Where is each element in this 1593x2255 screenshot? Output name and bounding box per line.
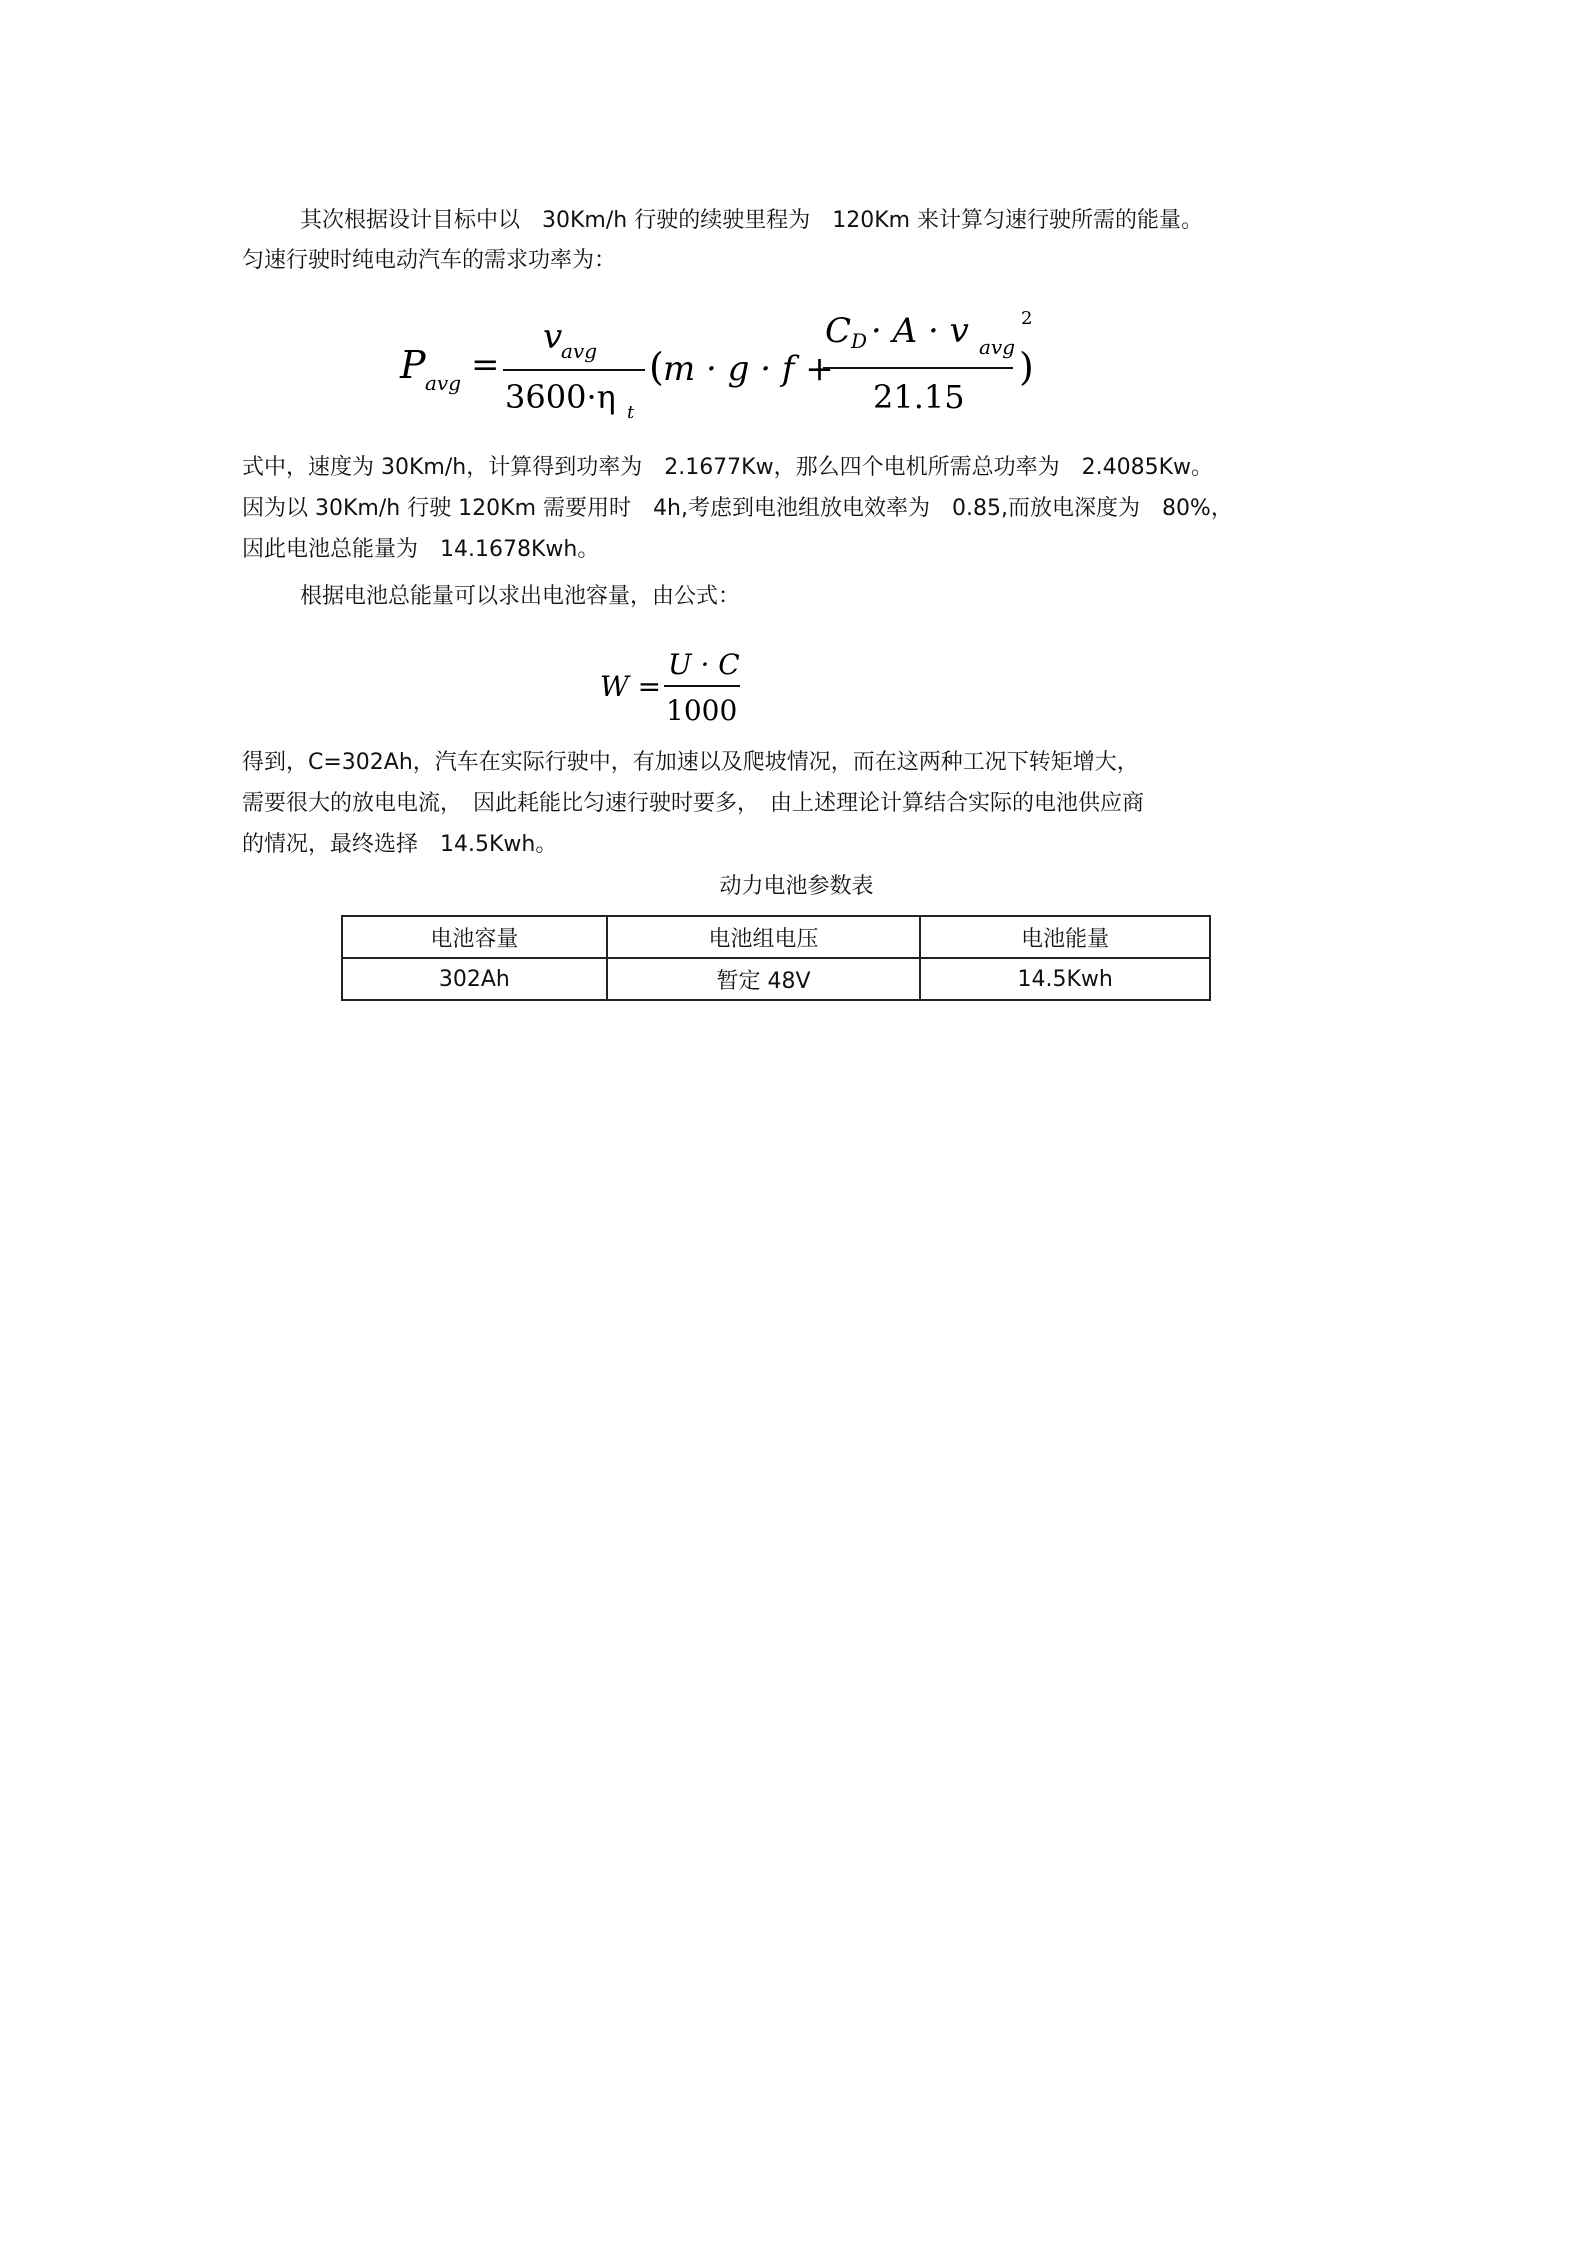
battery-parameter-table [341, 915, 1211, 1001]
formula-equals: = [471, 345, 500, 385]
cell-voltage: 暂定 48V [607, 958, 921, 1000]
power-formula [395, 300, 1055, 440]
header-voltage: 电池组电压 [607, 916, 921, 958]
header-energy: 电池能量 [920, 916, 1210, 958]
table-header-row [342, 916, 1210, 958]
paragraph-4-line-3: 的情况，最终选择 14.5Kwh。 [242, 832, 558, 857]
fraction2-numerator-v-subscript: avg [979, 335, 1016, 359]
paragraph-4-line-2: 需要很大的放电电流， 因此耗能比匀速行驶时要多， 由上述理论计算结合实际的电池供应商 [242, 791, 1145, 816]
table-caption: 动力电池参数表 [719, 874, 874, 899]
formula-lhs: P [400, 343, 426, 387]
paragraph-1-line-1: 其次根据设计目标中以 30Km/h 行驶的续驶里程为 120Km 来计算匀速行驶所需的能量。 [300, 208, 1204, 233]
paragraph-1-line-2: 匀速行驶时纯电动汽车的需求功率为： [242, 248, 617, 273]
fraction1-numerator-subscript: avg [561, 339, 598, 363]
capacity-formula [598, 640, 758, 730]
fraction2-numerator-superscript: 2 [1021, 308, 1033, 329]
paragraph-2-line-1: 式中，速度为 30Km/h，计算得到功率为 2.1677Kw，那么四个电机所需总功率为 2.4085Kw。 [242, 455, 1213, 480]
fraction2-numerator-c-subscript: D [851, 329, 868, 353]
header-capacity: 电池容量 [342, 916, 607, 958]
fraction2-denominator: 21.15 [873, 378, 965, 416]
paragraph-2-line-2: 因为以 30Km/h 行驶 120Km 需要用时 4h,考虑到电池组放电效率为 0.85,而放电深度为 80%， [242, 496, 1233, 521]
cell-capacity: 302Ah [342, 958, 607, 1000]
table-row [342, 958, 1210, 1000]
paragraph-2-line-3: 因此电池总能量为 14.1678Kwh。 [242, 537, 600, 562]
paren-open: ( [649, 345, 664, 389]
fraction2-numerator-c: C [825, 311, 852, 351]
paragraph-4-line-1: 得到，C=302Ah，汽车在实际行驶中，有加速以及爬坡情况，而在这两种工况下转矩增大， [242, 750, 1139, 775]
fraction1-denominator: 3600·η [505, 378, 616, 416]
fraction1-numerator: v [543, 317, 563, 357]
paren-close: ) [1019, 345, 1034, 389]
fraction2-numerator-rest: · A · v [871, 311, 969, 351]
formula2-denominator: 1000 [666, 694, 738, 727]
capacity-formula-svg [598, 640, 758, 730]
power-formula-svg [395, 300, 1055, 440]
paragraph-3-line-1: 根据电池总能量可以求出电池容量，由公式： [300, 584, 741, 609]
formula-lhs-subscript: avg [425, 371, 462, 395]
fraction1-denominator-subscript: t [627, 402, 635, 423]
formula2-numerator: U · C [668, 648, 740, 681]
formula2-lhs: W = [600, 670, 662, 703]
cell-energy: 14.5Kwh [920, 958, 1210, 1000]
formula-middle-terms: m · g · f + [663, 349, 834, 389]
